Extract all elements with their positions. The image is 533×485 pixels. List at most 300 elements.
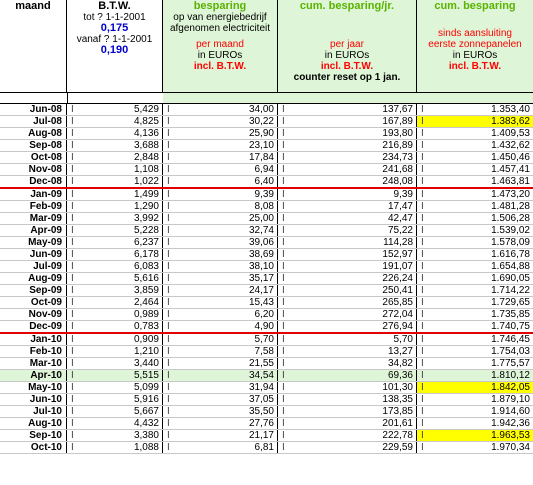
cell-cum-jaar[interactable] (278, 140, 417, 151)
cell-cum-totaal-value: 1.473,20 (491, 189, 530, 200)
cell-cum-totaal[interactable] (417, 442, 533, 453)
cell-besparing-maand[interactable] (163, 261, 278, 272)
cell-marker: I (421, 140, 424, 151)
cell-btw[interactable] (67, 382, 163, 393)
cell-besparing-maand[interactable] (163, 140, 278, 151)
cell-btw[interactable] (67, 358, 163, 369)
cell-btw-value: 5,099 (133, 382, 159, 393)
cell-cum-jaar-value: 173,85 (382, 406, 413, 417)
cell-marker: I (167, 285, 170, 296)
cell-cum-jaar[interactable] (278, 213, 417, 224)
cell-maand[interactable] (0, 104, 67, 115)
cell-cum-totaal[interactable] (417, 346, 533, 357)
cell-btw[interactable] (67, 237, 163, 248)
cell-cum-jaar[interactable] (278, 406, 417, 417)
cell-btw[interactable] (67, 176, 163, 187)
cell-besparing-maand[interactable] (163, 285, 278, 296)
table-row[interactable] (0, 164, 533, 176)
cell-btw[interactable] (67, 334, 163, 345)
cell-besparing-maand[interactable] (163, 189, 278, 200)
table-row[interactable] (0, 297, 533, 309)
cell-btw[interactable] (67, 297, 163, 308)
table-row[interactable] (0, 442, 533, 454)
table-row[interactable] (0, 237, 533, 249)
cell-maand[interactable] (0, 152, 67, 163)
cell-marker: I (71, 249, 74, 260)
btw-value2: 0,190 (100, 44, 129, 56)
table-row[interactable] (0, 104, 533, 116)
cell-btw-value: 6,237 (133, 237, 159, 248)
cell-marker: I (167, 261, 170, 272)
cell-marker: I (282, 297, 285, 308)
table-row[interactable] (0, 261, 533, 273)
cell-cum-totaal-value: 1.463,81 (491, 176, 530, 187)
table-row[interactable] (0, 309, 533, 321)
cell-maand[interactable] (0, 370, 67, 381)
cell-maand[interactable] (0, 358, 67, 369)
cell-cum-jaar[interactable] (278, 152, 417, 163)
total-title: cum. besparing (434, 0, 516, 12)
cell-cum-totaal[interactable] (417, 297, 533, 308)
cell-marker: I (282, 346, 285, 357)
cell-btw[interactable] (67, 394, 163, 405)
cell-cum-jaar[interactable] (278, 237, 417, 248)
cell-maand-value: Jul-08 (33, 116, 62, 127)
cell-maand-value: Jul-10 (33, 406, 62, 417)
cell-marker: I (282, 225, 285, 236)
cell-besparing-maand[interactable] (163, 442, 278, 453)
table-row[interactable] (0, 213, 533, 225)
cell-cum-totaal[interactable] (417, 418, 533, 429)
cell-marker: I (167, 273, 170, 284)
cell-cum-totaal[interactable] (417, 201, 533, 212)
cell-maand[interactable] (0, 309, 67, 320)
cell-maand[interactable] (0, 285, 67, 296)
cell-cum-jaar[interactable] (278, 321, 417, 332)
cell-btw[interactable] (67, 285, 163, 296)
cell-cum-jaar[interactable] (278, 382, 417, 393)
cell-cum-jaar-value: 248,08 (382, 176, 413, 187)
cell-cum-jaar[interactable] (278, 297, 417, 308)
cell-cum-totaal[interactable] (417, 140, 533, 151)
table-row[interactable] (0, 273, 533, 285)
table-row[interactable] (0, 406, 533, 418)
table-row[interactable] (0, 140, 533, 152)
cell-cum-jaar[interactable] (278, 189, 417, 200)
cell-maand-value: Sep-09 (29, 285, 62, 296)
cell-marker: I (421, 382, 424, 393)
cell-cum-totaal[interactable] (417, 237, 533, 248)
cell-marker: I (421, 442, 424, 453)
cell-marker: I (167, 442, 170, 453)
cell-besparing-maand[interactable] (163, 297, 278, 308)
cell-cum-jaar-value: 34,82 (387, 358, 413, 369)
cell-besparing-maand[interactable] (163, 104, 278, 115)
cell-besparing-maand[interactable] (163, 309, 278, 320)
cell-cum-jaar[interactable] (278, 394, 417, 405)
cell-marker: I (421, 152, 424, 163)
cell-maand[interactable] (0, 442, 67, 453)
cell-cum-totaal[interactable] (417, 249, 533, 260)
cell-btw[interactable] (67, 406, 163, 417)
cell-cum-jaar[interactable] (278, 346, 417, 357)
cell-marker: I (421, 249, 424, 260)
cell-marker: I (282, 309, 285, 320)
cell-cum-totaal-value: 1.842,05 (491, 382, 530, 393)
cell-cum-totaal-value: 1.735,85 (491, 309, 530, 320)
cell-cum-totaal[interactable] (417, 273, 533, 284)
table-row[interactable] (0, 394, 533, 406)
cell-besparing-maand-value: 25,90 (248, 128, 274, 139)
cell-btw[interactable] (67, 430, 163, 441)
cell-marker: I (282, 321, 285, 332)
month-line4: in EUROs (197, 50, 243, 61)
cell-btw[interactable] (67, 442, 163, 453)
cell-marker: I (421, 430, 424, 441)
cell-besparing-maand[interactable] (163, 358, 278, 369)
cell-maand[interactable] (0, 116, 67, 127)
cell-cum-jaar[interactable] (278, 116, 417, 127)
cell-cum-jaar-value: 193,80 (382, 128, 413, 139)
cell-maand-value: Jul-09 (33, 261, 62, 272)
cell-maand-value: Nov-08 (28, 164, 62, 175)
cell-besparing-maand[interactable] (163, 273, 278, 284)
table-row[interactable] (0, 116, 533, 128)
cell-besparing-maand-value: 31,94 (248, 382, 274, 393)
cell-besparing-maand-value: 8,08 (254, 201, 274, 212)
cell-maand[interactable] (0, 273, 67, 284)
table-row[interactable] (0, 189, 533, 201)
cell-cum-totaal[interactable] (417, 116, 533, 127)
cell-btw[interactable] (67, 370, 163, 381)
cell-besparing-maand[interactable] (163, 394, 278, 405)
cell-maand[interactable] (0, 176, 67, 187)
cell-cum-jaar[interactable] (278, 225, 417, 236)
cell-cum-jaar-value: 265,85 (382, 297, 413, 308)
cell-btw[interactable] (67, 189, 163, 200)
cell-marker: I (71, 189, 74, 200)
table-row[interactable] (0, 430, 533, 442)
cell-btw[interactable] (67, 346, 163, 357)
cell-btw[interactable] (67, 213, 163, 224)
cell-cum-jaar[interactable] (278, 104, 417, 115)
cell-cum-totaal-value: 1.616,78 (491, 249, 530, 260)
table-row[interactable] (0, 152, 533, 164)
cell-btw[interactable] (67, 140, 163, 151)
cell-besparing-maand-value: 32,74 (248, 225, 274, 236)
cell-btw[interactable] (67, 164, 163, 175)
cell-cum-totaal[interactable] (417, 406, 533, 417)
cell-marker: I (282, 128, 285, 139)
cell-marker: I (421, 116, 424, 127)
cell-cum-jaar[interactable] (278, 176, 417, 187)
cell-cum-jaar[interactable] (278, 285, 417, 296)
cell-marker: I (282, 140, 285, 151)
cell-cum-jaar[interactable] (278, 358, 417, 369)
cell-besparing-maand[interactable] (163, 225, 278, 236)
cell-cum-jaar[interactable] (278, 370, 417, 381)
cell-marker: I (282, 382, 285, 393)
cell-maand-value: Jan-09 (30, 189, 62, 200)
table-row[interactable] (0, 128, 533, 140)
cell-marker: I (282, 116, 285, 127)
month-title: besparing (193, 0, 247, 12)
cell-besparing-maand[interactable] (163, 334, 278, 345)
cell-btw-value: 5,916 (133, 394, 159, 405)
cell-marker: I (421, 406, 424, 417)
btw-value1: 0,175 (100, 22, 129, 34)
cell-marker: I (167, 152, 170, 163)
cell-marker: I (421, 237, 424, 248)
cell-btw-value: 1,108 (133, 164, 159, 175)
table-row[interactable] (0, 249, 533, 261)
cell-cum-jaar-value: 250,41 (382, 285, 413, 296)
cell-maand-value: Nov-09 (28, 309, 62, 320)
cell-cum-jaar-value: 138,35 (382, 394, 413, 405)
cell-besparing-maand[interactable] (163, 321, 278, 332)
cell-marker: I (71, 201, 74, 212)
cell-cum-jaar-value: 137,67 (382, 104, 413, 115)
cell-marker: I (71, 116, 74, 127)
cell-btw-value: 1,088 (133, 442, 159, 453)
cell-btw[interactable] (67, 152, 163, 163)
cell-besparing-maand[interactable] (163, 164, 278, 175)
cell-besparing-maand[interactable] (163, 382, 278, 393)
cell-btw-value: 4,432 (133, 418, 159, 429)
btw-line1: tot ? 1-1-2001 (83, 12, 146, 23)
cell-marker: I (282, 334, 285, 345)
cell-maand[interactable] (0, 261, 67, 272)
cell-cum-totaal[interactable] (417, 285, 533, 296)
table-row[interactable] (0, 201, 533, 213)
cell-maand[interactable] (0, 140, 67, 151)
cell-besparing-maand-value: 24,17 (248, 285, 274, 296)
cell-cum-totaal[interactable] (417, 213, 533, 224)
table-row[interactable] (0, 285, 533, 297)
cell-cum-totaal[interactable] (417, 152, 533, 163)
cell-cum-totaal[interactable] (417, 261, 533, 272)
cell-maand-value: Jun-10 (29, 394, 62, 405)
cell-marker: I (167, 430, 170, 441)
cell-besparing-maand[interactable] (163, 249, 278, 260)
cell-btw[interactable] (67, 321, 163, 332)
total-line1: sinds aansluiting (438, 28, 512, 39)
cell-maand[interactable] (0, 346, 67, 357)
cell-marker: I (421, 189, 424, 200)
cell-maand-value: Oct-09 (30, 297, 62, 308)
cell-btw[interactable] (67, 201, 163, 212)
cell-maand-value: Oct-08 (30, 152, 62, 163)
cell-marker: I (282, 418, 285, 429)
cell-besparing-maand[interactable] (163, 418, 278, 429)
cell-marker: I (421, 346, 424, 357)
cell-marker: I (167, 334, 170, 345)
table-row[interactable] (0, 358, 533, 370)
cell-maand[interactable] (0, 164, 67, 175)
cell-besparing-maand[interactable] (163, 370, 278, 381)
cell-btw[interactable] (67, 116, 163, 127)
header-maand[interactable] (0, 0, 67, 92)
cell-marker: I (282, 237, 285, 248)
cell-marker: I (71, 382, 74, 393)
cell-btw[interactable] (67, 273, 163, 284)
cell-besparing-maand[interactable] (163, 128, 278, 139)
cell-besparing-maand-value: 21,55 (248, 358, 274, 369)
cell-cum-totaal[interactable] (417, 225, 533, 236)
header-maand-label: maand (15, 0, 51, 12)
table-row[interactable] (0, 334, 533, 346)
cell-cum-jaar[interactable] (278, 128, 417, 139)
cell-cum-jaar[interactable] (278, 309, 417, 320)
cell-btw-value: 6,083 (133, 261, 159, 272)
cell-cum-totaal[interactable] (417, 128, 533, 139)
cell-marker: I (421, 176, 424, 187)
cell-marker: I (282, 430, 285, 441)
cell-maand-value: Jan-10 (30, 334, 62, 345)
cell-maand[interactable] (0, 430, 67, 441)
cell-marker: I (421, 273, 424, 284)
cell-cum-jaar[interactable] (278, 430, 417, 441)
cell-maand[interactable] (0, 382, 67, 393)
cell-cum-jaar-value: 75,22 (387, 225, 413, 236)
cell-maand-value: Jun-08 (29, 104, 62, 115)
cell-maand[interactable] (0, 406, 67, 417)
cell-maand[interactable] (0, 394, 67, 405)
cell-cum-totaal[interactable] (417, 370, 533, 381)
cell-besparing-maand-value: 30,22 (248, 116, 274, 127)
cell-btw[interactable] (67, 309, 163, 320)
table-row[interactable] (0, 225, 533, 237)
cell-cum-totaal-value: 1.654,88 (491, 261, 530, 272)
cell-marker: I (167, 140, 170, 151)
cell-btw[interactable] (67, 418, 163, 429)
cell-marker: I (282, 201, 285, 212)
cell-btw[interactable] (67, 249, 163, 260)
cell-maand[interactable] (0, 213, 67, 224)
cell-maand-value: Jun-09 (29, 249, 62, 260)
cell-cum-totaal-value: 1.457,41 (491, 164, 530, 175)
cell-cum-totaal[interactable] (417, 309, 533, 320)
cell-btw-value: 0,989 (133, 309, 159, 320)
total-line2: eerste zonnepanelen (428, 39, 522, 50)
cell-besparing-maand-value: 38,69 (248, 249, 274, 260)
cell-marker: I (71, 225, 74, 236)
cell-cum-totaal[interactable] (417, 430, 533, 441)
cell-maand-value: Mar-09 (29, 213, 62, 224)
cell-btw[interactable] (67, 104, 163, 115)
cell-marker: I (421, 285, 424, 296)
cell-cum-jaar[interactable] (278, 249, 417, 260)
cell-marker: I (282, 189, 285, 200)
cell-maand[interactable] (0, 201, 67, 212)
cell-btw[interactable] (67, 225, 163, 236)
cell-marker: I (282, 176, 285, 187)
cell-besparing-maand[interactable] (163, 346, 278, 357)
cell-cum-jaar[interactable] (278, 334, 417, 345)
cell-besparing-maand-value: 4,90 (254, 321, 274, 332)
table-row[interactable] (0, 382, 533, 394)
cell-cum-totaal[interactable] (417, 394, 533, 405)
year-line2: in EUROs (324, 50, 370, 61)
cell-btw-value: 3,859 (133, 285, 159, 296)
cell-cum-totaal-value: 1.539,02 (491, 225, 530, 236)
cell-cum-jaar[interactable] (278, 201, 417, 212)
cell-besparing-maand-value: 23,10 (248, 140, 274, 151)
cell-besparing-maand-value: 37,05 (248, 394, 274, 405)
cell-cum-totaal[interactable] (417, 321, 533, 332)
header-btw[interactable] (67, 0, 163, 92)
cell-besparing-maand[interactable] (163, 116, 278, 127)
cell-maand[interactable] (0, 249, 67, 260)
cell-besparing-maand[interactable] (163, 152, 278, 163)
cell-btw-value: 5,515 (133, 370, 159, 381)
header-cum-besparing-jaar[interactable] (278, 0, 417, 92)
cell-maand[interactable] (0, 128, 67, 139)
cell-cum-totaal[interactable] (417, 382, 533, 393)
cell-cum-jaar[interactable] (278, 273, 417, 284)
cell-btw-value: 5,616 (133, 273, 159, 284)
cell-btw-value: 1,210 (133, 346, 159, 357)
cell-cum-jaar[interactable] (278, 164, 417, 175)
cell-maand[interactable] (0, 334, 67, 345)
table-row[interactable] (0, 346, 533, 358)
cell-maand[interactable] (0, 418, 67, 429)
header-cum-besparing-totaal[interactable] (417, 0, 533, 92)
header-besparing-maand[interactable] (163, 0, 278, 92)
cell-cum-totaal[interactable] (417, 164, 533, 175)
cell-maand[interactable] (0, 321, 67, 332)
cell-besparing-maand-value: 34,54 (248, 370, 274, 381)
cell-btw[interactable] (67, 128, 163, 139)
cell-cum-totaal-value: 1.714,22 (491, 285, 530, 296)
cell-besparing-maand-value: 25,00 (248, 213, 274, 224)
cell-cum-totaal[interactable] (417, 334, 533, 345)
cell-besparing-maand[interactable] (163, 237, 278, 248)
cell-marker: I (71, 370, 74, 381)
cell-maand-value: Apr-10 (30, 370, 62, 381)
cell-maand[interactable] (0, 225, 67, 236)
cell-cum-jaar-value: 229,59 (382, 442, 413, 453)
cell-cum-totaal[interactable] (417, 176, 533, 187)
cell-besparing-maand[interactable] (163, 406, 278, 417)
cell-besparing-maand[interactable] (163, 176, 278, 187)
cell-cum-totaal[interactable] (417, 104, 533, 115)
cell-marker: I (282, 152, 285, 163)
table-row[interactable] (0, 418, 533, 430)
cell-cum-jaar[interactable] (278, 418, 417, 429)
cell-cum-totaal[interactable] (417, 189, 533, 200)
table-row[interactable] (0, 370, 533, 382)
cell-marker: I (167, 213, 170, 224)
cell-marker: I (71, 176, 74, 187)
cell-maand[interactable] (0, 297, 67, 308)
cell-cum-totaal[interactable] (417, 358, 533, 369)
cell-cum-jaar[interactable] (278, 442, 417, 453)
cell-maand[interactable] (0, 237, 67, 248)
cell-marker: I (421, 358, 424, 369)
cell-btw[interactable] (67, 261, 163, 272)
cell-marker: I (71, 309, 74, 320)
cell-maand[interactable] (0, 189, 67, 200)
cell-besparing-maand[interactable] (163, 201, 278, 212)
cell-marker: I (167, 189, 170, 200)
cell-besparing-maand[interactable] (163, 430, 278, 441)
cell-besparing-maand[interactable] (163, 213, 278, 224)
cell-marker: I (71, 321, 74, 332)
cell-besparing-maand-value: 39,06 (248, 237, 274, 248)
cell-marker: I (71, 128, 74, 139)
cell-cum-jaar[interactable] (278, 261, 417, 272)
